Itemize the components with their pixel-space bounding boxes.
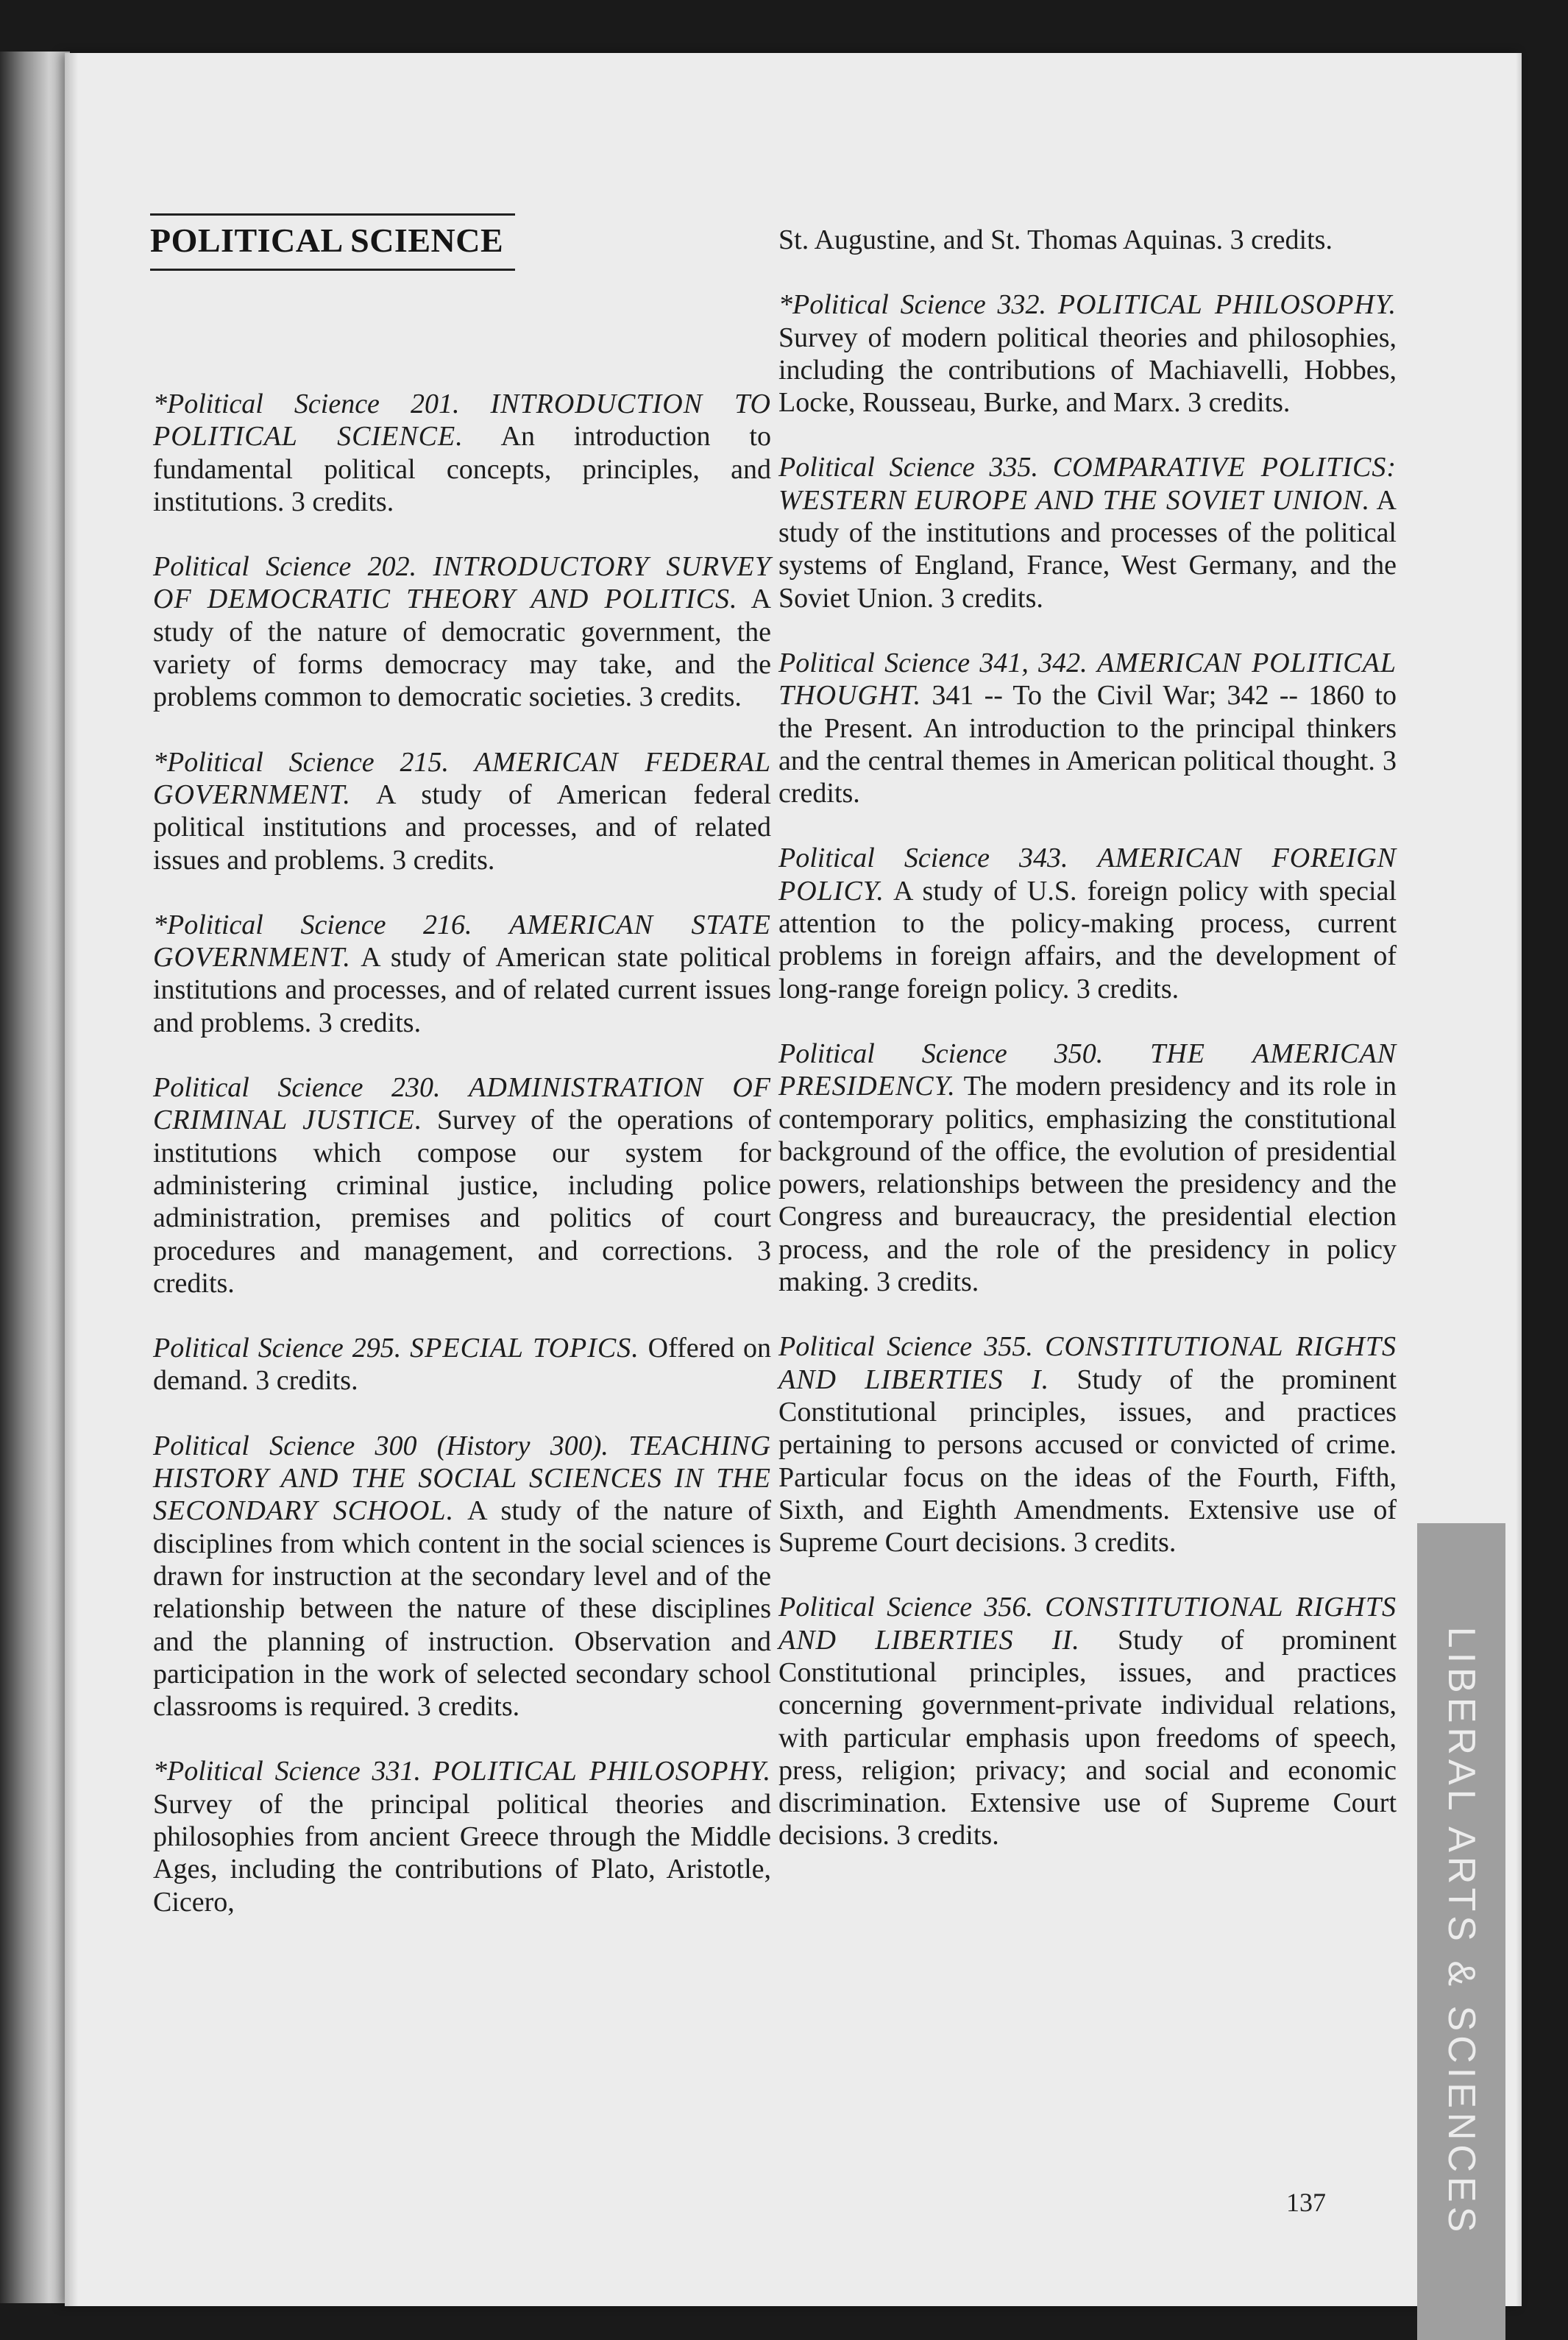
course-title: AMERICAN FEDERAL GOVERNMENT.	[153, 746, 771, 810]
course-title: AMERICAN POLITICAL THOUGHT.	[778, 647, 1397, 712]
section-heading: POLITICAL SCIENCE	[150, 213, 515, 271]
course-number: Political Science 300 (History 300).	[153, 1430, 609, 1461]
course-description: Study of the prominent Constitutional principles, issues, and practices pertaining to persons accused or convicted of crime. Particular focus on the ideas of the Fourth, Fifth, Sixth, and Eighth Amendments. Extensive use of Supreme Court decisions. 3 credits.	[778, 1364, 1397, 1559]
course-number: Political Science 355.	[778, 1331, 1033, 1363]
course-number: Political Science 350.	[778, 1038, 1104, 1069]
course-number: Political Science 202.	[153, 551, 417, 583]
course-title: AMERICAN FOREIGN POLICY.	[778, 843, 1397, 907]
course-title: COMPARATIVE POLITICS: WESTERN EUROPE AND THE SOVIET UNION.	[778, 452, 1397, 516]
course-entry	[153, 388, 771, 518]
course-title: TEACHING HISTORY AND THE SOCIAL SCIENCES IN THE SECONDARY SCHOOL.	[153, 1430, 772, 1527]
course-entry	[153, 1430, 771, 1723]
side-tab-label: LIBERAL ARTS & SCIENCES	[1440, 1626, 1483, 2237]
course-description: Survey of modern political theories and philosophies, including the contributions of Machiavelli, Hobbes, Locke, Rousseau, Burke, and Marx. 3 credits.	[778, 322, 1397, 419]
course-entry	[778, 288, 1397, 419]
course-description: Survey of the operations of institutions which compose our system for administering criminal justice, including police administration, premises and politics of court procedures and management, and corrections. 3 credits.	[153, 1105, 771, 1299]
course-entry	[778, 647, 1397, 809]
course-description: The modern presidency and its role in contemporary politics, emphasizing the constitutional background of the office, the evolution of presidential powers, relationships between the presidency and the Congress and bureaucracy, the presidential election process, and the role of the presidency in policy making. 3 credits.	[778, 1071, 1397, 1298]
course-description: Study of prominent Constitutional principles, issues, and practices concerning government-private individual relations, with particular emphasis upon freedoms of speech, press, religion; privacy; and social and economic discrimination. Extensive use of Supreme Court decisions. 3 credits.	[778, 1624, 1397, 1851]
course-number: *Political Science 332.	[778, 289, 1047, 321]
section-side-tab	[1417, 1523, 1505, 2340]
course-number: *Political Science 201.	[153, 389, 460, 419]
course-entry	[153, 1755, 771, 1918]
right-column	[778, 224, 1397, 1885]
course-number: *Political Science 216.	[153, 909, 472, 940]
course-description: Survey of the principal political theories and philosophies from ancient Greece through the Middle Ages, including the contributions of Plato, Aristotle, Cicero,	[153, 1788, 771, 1918]
gutter-shadow	[65, 53, 78, 2306]
course-description: A study of American federal political institutions and processes, and of related issues and problems. 3 credits.	[153, 779, 772, 876]
course-title: INTRODUCTION TO POLITICAL SCIENCE.	[153, 389, 771, 453]
page-number: 137	[1286, 2188, 1326, 2217]
course-entry	[778, 1330, 1397, 1559]
course-description: A study of the nature of democratic government, the variety of forms democracy may take, and the problems common to democratic societies. 3 credits.	[153, 584, 771, 713]
course-description: A study of U.S. foreign policy with special attention to the policy-making process, current problems in foreign affairs, and the development of long-range foreign policy. 3 credits.	[778, 875, 1397, 1004]
course-title: SPECIAL TOPICS.	[410, 1333, 639, 1364]
course-entry	[153, 909, 771, 1039]
course-number: Political Science 230.	[153, 1072, 441, 1104]
course-description: A study of the nature of disciplines from which content in the social sciences is drawn for instruction at the secondary level and of the relationship between the nature of these disciplines and the planning of instruction. Observation and participation in the work of selected secondary school classrooms is required. 3 credits.	[153, 1495, 771, 1723]
course-entry	[778, 842, 1397, 1004]
course-number: Political Science 356.	[778, 1592, 1033, 1623]
course-entry	[153, 550, 771, 713]
page-right-edge	[1516, 53, 1522, 2306]
course-entry	[153, 1071, 771, 1300]
course-entry	[153, 746, 771, 876]
course-title: CONSTITUTIONAL RIGHTS AND LIBERTIES I.	[778, 1331, 1397, 1395]
course-entry	[778, 1591, 1397, 1851]
course-entry-continuation: St. Augustine, and St. Thomas Aquinas. 3 credits.	[778, 224, 1333, 255]
left-column	[153, 388, 771, 1951]
course-description: A study of American state political institutions and processes, and of related current issues and problems. 3 credits.	[153, 942, 771, 1038]
course-description: Offered on demand. 3 credits.	[153, 1333, 772, 1397]
course-number: Political Science 343.	[778, 843, 1068, 874]
course-number: Political Science 295.	[153, 1333, 402, 1364]
course-title: INTRODUCTORY SURVEY OF DEMOCRATIC THEORY AND POLITICS.	[153, 551, 772, 615]
course-description: 341 -- To the Civil War; 342 -- 1860 to the Present. An introduction to the principal thinkers and the central themes in American political thought. 3 credits.	[778, 680, 1397, 809]
course-title: CONSTITUTIONAL RIGHTS AND LIBERTIES II.	[778, 1592, 1397, 1656]
course-number: Political Science 341, 342.	[778, 647, 1088, 678]
catalog-page	[65, 53, 1522, 2306]
course-description: An introduction to fundamental political concepts, principles, and institutions. 3 credits.	[153, 421, 771, 517]
course-title: POLITICAL PHILOSOPHY.	[1057, 289, 1397, 321]
course-entry	[778, 451, 1397, 614]
course-number: Political Science 335.	[778, 452, 1038, 483]
course-number: *Political Science 331.	[153, 1756, 422, 1787]
course-entry	[153, 1332, 771, 1397]
course-title: THE AMERICAN PRESIDENCY.	[778, 1038, 1397, 1102]
course-title: ADMINISTRATION OF CRIMINAL JUSTICE.	[153, 1072, 772, 1136]
course-entry	[778, 1038, 1397, 1298]
course-description: A study of the institutions and processes of the political systems of England, France, West Germany, and the Soviet Union. 3 credits.	[778, 484, 1397, 614]
course-title: AMERICAN STATE GOVERNMENT.	[153, 909, 772, 974]
course-number: *Political Science 215.	[153, 746, 449, 778]
book-page-edge	[0, 52, 70, 2303]
course-title: POLITICAL PHILOSOPHY.	[432, 1756, 771, 1787]
